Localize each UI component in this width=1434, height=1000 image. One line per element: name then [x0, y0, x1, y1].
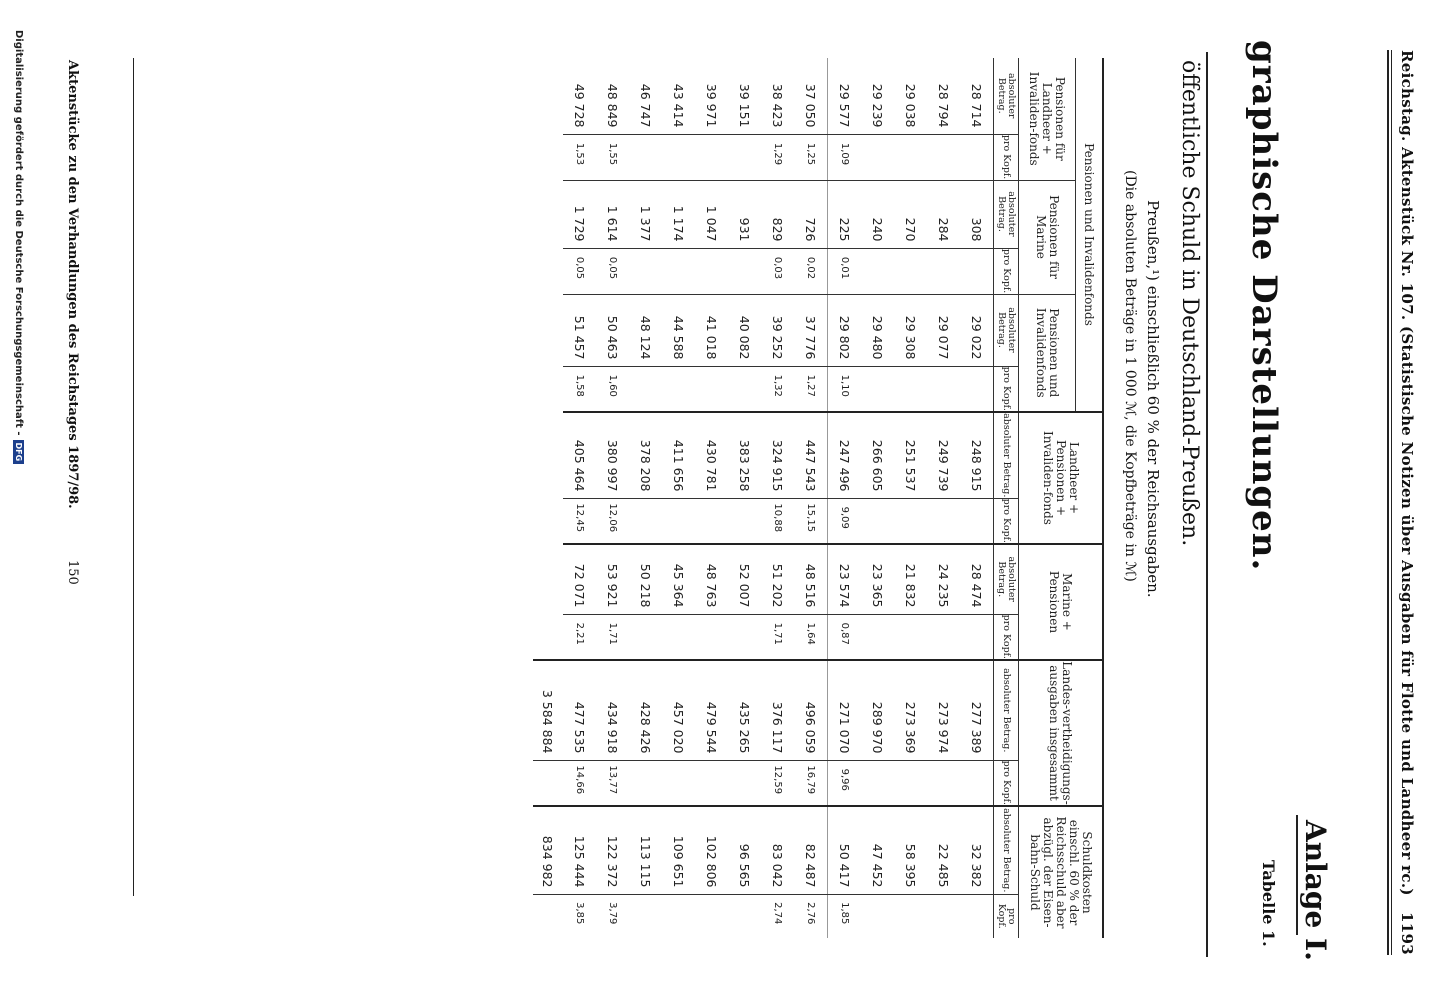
absolute-value-cell: 48 763 [695, 544, 728, 614]
sub-abs-7: absoluter Betrag. [994, 806, 1019, 894]
absolute-value-cell: 411 656 [662, 412, 695, 498]
absolute-value-cell: 240 [861, 180, 894, 248]
pro-kopf-cell: 1,58 [563, 366, 596, 412]
absolute-value-cell: 58 395 [894, 806, 927, 894]
table-tail [473, 58, 533, 938]
sub-pk-1: pro Kopf. [994, 134, 1019, 180]
absolute-value-cell: 1 614 [596, 180, 629, 248]
totals-spacer [533, 58, 563, 660]
pro-kopf-cell [894, 248, 927, 294]
pro-kopf-cell [927, 614, 960, 660]
footer: Aktenstücke zu den Verhandlungen des Reichstages 1897/98. [65, 60, 80, 509]
absolute-value-cell: 378 208 [629, 412, 662, 498]
absolute-value-cell: 273 974 [927, 660, 960, 760]
table-row [927, 58, 960, 938]
absolute-value-cell: 29 038 [903, 83, 918, 128]
pro-kopf-cell [960, 614, 994, 660]
pro-kopf-cell [927, 248, 960, 294]
absolute-value-cell: 271 070 [828, 660, 862, 760]
pro-kopf-cell [894, 614, 927, 660]
absolute-value-cell: 39 252 [761, 294, 794, 366]
table-row [794, 58, 828, 938]
absolute-value-cell: 37 050 [803, 83, 818, 128]
pro-kopf-cell: 1,55 [596, 134, 629, 180]
absolute-value-cell: 270 [894, 180, 927, 248]
pro-kopf-cell: 0,02 [794, 248, 828, 294]
col-pens-landheer-header: Pensionen für Landheer + Invaliden-fonds [1027, 71, 1068, 166]
absolute-value-cell: 82 487 [794, 806, 828, 894]
total-landes-pk [533, 760, 563, 806]
pro-kopf-cell: 1,64 [794, 614, 828, 660]
pro-kopf-cell: 16,79 [794, 760, 828, 806]
absolute-value-cell: 249 739 [927, 412, 960, 498]
absolute-value-cell: 726 [794, 180, 828, 248]
absolute-value-cell: 29 480 [861, 294, 894, 366]
absolute-value-cell: 289 970 [861, 660, 894, 760]
absolute-value-cell: 21 832 [894, 544, 927, 614]
pro-kopf-cell [695, 366, 728, 412]
pro-kopf-cell [894, 760, 927, 806]
pro-kopf-cell: 1,53 [563, 134, 596, 180]
absolute-value-cell: 447 543 [794, 412, 828, 498]
dfg-logo: DFG [13, 440, 24, 465]
pro-kopf-cell [861, 248, 894, 294]
pro-kopf-cell [861, 498, 894, 544]
total-schuld: 834 982 [533, 806, 563, 894]
absolute-value-cell: 28 714 [969, 83, 984, 128]
table-row [894, 58, 927, 938]
pro-kopf-cell: 1,60 [596, 366, 629, 412]
pro-kopf-cell: 1,10 [828, 366, 862, 412]
table-row [563, 58, 596, 938]
absolute-value-cell: 43 414 [671, 83, 686, 128]
absolute-value-cell: 457 020 [662, 660, 695, 760]
pro-kopf-cell [960, 760, 994, 806]
absolute-value-cell: 1 377 [629, 180, 662, 248]
pro-kopf-cell [695, 760, 728, 806]
pro-kopf-cell [629, 894, 662, 938]
statistics-table [473, 58, 1104, 938]
sub-pk-6: pro Kopf. [994, 760, 1019, 806]
absolute-value-cell: 29 022 [960, 294, 994, 366]
pro-kopf-cell: 2,74 [761, 894, 794, 938]
pro-kopf-cell [728, 498, 761, 544]
pro-kopf-cell [894, 134, 927, 180]
digitization-note [13, 30, 24, 464]
absolute-value-cell: 1 047 [695, 180, 728, 248]
pro-kopf-cell: 12,45 [563, 498, 596, 544]
pro-kopf-cell [894, 894, 927, 938]
absolute-value-cell: 41 018 [695, 294, 728, 366]
absolute-value-cell: 405 464 [563, 412, 596, 498]
sub-pk-4: pro Kopf. [994, 498, 1019, 544]
pro-kopf-cell [960, 498, 994, 544]
pro-kopf-cell: 0,03 [761, 248, 794, 294]
absolute-value-cell: 49 728 [572, 83, 587, 128]
absolute-value-cell: 277 389 [960, 660, 994, 760]
absolute-value-cell: 829 [761, 180, 794, 248]
total-schuld-pk [533, 894, 563, 938]
col-landes-header: Landes-vertheidigungs-ausgaben insgesammt [1019, 660, 1104, 806]
pro-kopf-cell: 0,01 [828, 248, 862, 294]
pro-kopf-cell [927, 760, 960, 806]
pro-kopf-cell: 13,77 [596, 760, 629, 806]
absolute-value-cell: 380 997 [596, 412, 629, 498]
absolute-value-cell: 39 151 [737, 83, 752, 128]
absolute-value-cell: 125 444 [563, 806, 596, 894]
digitization-text: Digitalisierung gefördert durch die Deutsche Forschungsgemeinschaft - [13, 30, 24, 436]
pro-kopf-cell: 9,09 [828, 498, 862, 544]
col-landheer-header: Landheer + Pensionen + Invaliden-fonds [1019, 412, 1104, 544]
table-row [761, 58, 794, 938]
group-pensionen-header: Pensionen und Invalidenfonds [1076, 58, 1104, 412]
absolute-value-cell: 96 565 [728, 806, 761, 894]
pro-kopf-cell [728, 614, 761, 660]
pro-kopf-cell [861, 134, 894, 180]
absolute-value-cell: 477 535 [563, 660, 596, 760]
absolute-value-cell: 266 605 [861, 412, 894, 498]
pro-kopf-cell: 1,09 [828, 134, 862, 180]
sub-abs-4: absoluter Betrag. [994, 412, 1019, 498]
preussen-line: Preußen,¹) einschließlich 60 % der Reichsausgaben. [1144, 200, 1162, 598]
absolute-value-cell: 479 544 [695, 660, 728, 760]
table-row [828, 58, 862, 938]
absolute-value-cell: 28 474 [960, 544, 994, 614]
table-row [695, 58, 728, 938]
sub-pk-2: pro Kopf. [994, 248, 1019, 294]
pro-kopf-cell: 15,15 [794, 498, 828, 544]
table-row [662, 58, 695, 938]
absolute-value-cell: 83 042 [761, 806, 794, 894]
pro-kopf-cell [662, 760, 695, 806]
absolute-value-cell: 48 516 [794, 544, 828, 614]
absolute-value-cell: 38 423 [770, 83, 785, 128]
table-row [596, 58, 629, 938]
pro-kopf-cell: 10,88 [761, 498, 794, 544]
absolute-value-cell: 273 369 [894, 660, 927, 760]
pro-kopf-cell: 1,25 [794, 134, 828, 180]
absolute-value-cell: 29 802 [828, 294, 862, 366]
absolute-value-cell: 48 124 [629, 294, 662, 366]
running-head-text: Reichstag. Aktenstück Nr. 107. (Statistische Notizen über Ausgaben für Flotte und Landheer rc.) [1398, 50, 1416, 896]
pro-kopf-cell [927, 894, 960, 938]
absolute-value-cell: 284 [927, 180, 960, 248]
absolute-value-cell: 1 729 [563, 180, 596, 248]
absolute-value-cell: 434 918 [596, 660, 629, 760]
anlage-rule [1296, 815, 1298, 935]
col-pens-inval-header: Pensionen und Invalidenfonds [1019, 294, 1076, 412]
absolute-value-cell: 496 059 [794, 660, 828, 760]
tabelle-label: Tabelle 1. [1259, 860, 1278, 947]
pro-kopf-cell [960, 366, 994, 412]
pro-kopf-cell [629, 134, 662, 180]
pro-kopf-cell: 3,79 [596, 894, 629, 938]
absolute-value-cell: 931 [728, 180, 761, 248]
absolute-value-cell: 308 [960, 180, 994, 248]
pro-kopf-cell [927, 134, 960, 180]
pro-kopf-cell [629, 498, 662, 544]
pro-kopf-cell [629, 760, 662, 806]
col-marine-header: Marine + Pensionen [1019, 544, 1104, 660]
absolute-value-cell: 45 364 [662, 544, 695, 614]
pro-kopf-cell [861, 366, 894, 412]
pro-kopf-cell [894, 366, 927, 412]
page-title: graphische Darstellungen. [1244, 40, 1284, 572]
table-row [861, 58, 894, 938]
absolute-value-cell: 22 485 [927, 806, 960, 894]
absolute-value-cell: 29 308 [894, 294, 927, 366]
absolute-value-cell: 53 921 [596, 544, 629, 614]
absolute-value-cell: 383 258 [728, 412, 761, 498]
table-row [960, 58, 994, 938]
pro-kopf-cell [695, 894, 728, 938]
pro-kopf-cell [695, 248, 728, 294]
pro-kopf-cell [662, 366, 695, 412]
absolute-value-cell: 23 574 [828, 544, 862, 614]
absolute-value-cell: 52 007 [728, 544, 761, 614]
sub-abs-5: absoluter Betrag. [994, 544, 1019, 614]
absolute-value-cell: 32 382 [960, 806, 994, 894]
absolute-value-cell: 435 265 [728, 660, 761, 760]
sub-abs-1: absoluter Betrag. [996, 73, 1017, 119]
absolute-value-cell: 51 202 [761, 544, 794, 614]
pro-kopf-cell [728, 894, 761, 938]
pro-kopf-cell: 1,71 [596, 614, 629, 660]
absolute-value-cell: 247 496 [828, 412, 862, 498]
pro-kopf-cell: 0,87 [828, 614, 862, 660]
absolute-value-cell: 28 794 [936, 83, 951, 128]
pro-kopf-cell [728, 248, 761, 294]
pro-kopf-cell [927, 366, 960, 412]
col-pens-marine-header: Pensionen für Marine [1019, 180, 1076, 294]
pro-kopf-cell: 1,71 [761, 614, 794, 660]
col-schuld-header: Schuldkosten einschl. 60 % der Reichsschuld aber abzügl. der Eisen-bahn-Schuld [1019, 806, 1104, 938]
absolute-value-cell: 113 115 [629, 806, 662, 894]
absolute-value-cell: 251 537 [894, 412, 927, 498]
total-landes: 3 584 884 [533, 660, 563, 760]
absolute-value-cell: 29 077 [927, 294, 960, 366]
pro-kopf-cell: 1,85 [828, 894, 862, 938]
absolute-value-cell: 50 417 [828, 806, 862, 894]
absolute-value-cell: 109 651 [662, 806, 695, 894]
absolute-value-cell: 48 849 [605, 83, 620, 128]
bottom-page-number: 150 [65, 560, 80, 585]
table-row [728, 58, 761, 938]
absolute-value-cell: 24 235 [927, 544, 960, 614]
pro-kopf-cell [960, 134, 994, 180]
sub-abs-6: absoluter Betrag. [994, 660, 1019, 760]
sub-abs-3: absoluter Betrag. [994, 294, 1019, 366]
pro-kopf-cell: 3,85 [563, 894, 596, 938]
absolute-value-cell: 1 174 [662, 180, 695, 248]
pro-kopf-cell: 0,05 [563, 248, 596, 294]
pro-kopf-cell [629, 248, 662, 294]
sub-pk-3: pro Kopf. [994, 366, 1019, 412]
anlage-label: Anlage I. [1299, 820, 1332, 961]
absolute-value-cell: 122 372 [596, 806, 629, 894]
pro-kopf-cell [960, 894, 994, 938]
pro-kopf-cell: 12,59 [761, 760, 794, 806]
pro-kopf-cell: 2,76 [794, 894, 828, 938]
absolute-value-cell: 376 117 [761, 660, 794, 760]
pro-kopf-cell: 12,06 [596, 498, 629, 544]
absolute-value-cell: 51 457 [563, 294, 596, 366]
absolute-value-cell: 72 071 [563, 544, 596, 614]
sub-pk-5: pro Kopf. [994, 614, 1019, 660]
absolute-value-cell: 23 365 [861, 544, 894, 614]
absolute-value-cell: 225 [828, 180, 862, 248]
absolute-value-cell: 324 915 [761, 412, 794, 498]
absolute-value-cell: 46 747 [638, 83, 653, 128]
absolute-value-cell: 40 082 [728, 294, 761, 366]
pro-kopf-cell [728, 760, 761, 806]
absolute-value-cell: 29 239 [870, 83, 885, 128]
absolute-value-cell: 39 971 [704, 83, 719, 128]
pro-kopf-cell [728, 366, 761, 412]
absolute-value-cell: 47 452 [861, 806, 894, 894]
pro-kopf-cell [695, 614, 728, 660]
pro-kopf-cell [894, 498, 927, 544]
absolute-value-cell: 37 776 [794, 294, 828, 366]
absolute-value-cell: 50 218 [629, 544, 662, 614]
pro-kopf-cell [662, 134, 695, 180]
pro-kopf-cell [927, 498, 960, 544]
table-bottom-rule [133, 58, 134, 896]
pro-kopf-cell [662, 498, 695, 544]
absolute-value-cell: 430 781 [695, 412, 728, 498]
head-rule-thick [1387, 50, 1389, 955]
pro-kopf-cell [861, 894, 894, 938]
table-row [629, 58, 662, 938]
pro-kopf-cell [662, 894, 695, 938]
pro-kopf-cell [695, 134, 728, 180]
pro-kopf-cell [960, 248, 994, 294]
pro-kopf-cell [662, 248, 695, 294]
absolute-value-cell: 102 806 [695, 806, 728, 894]
pro-kopf-cell: 1,29 [761, 134, 794, 180]
table-subtitle: öffentliche Schuld in Deutschland-Preußen. [1177, 60, 1202, 547]
pro-kopf-cell [861, 760, 894, 806]
sub-pk-7: pro Kopf. [994, 894, 1019, 938]
pro-kopf-cell: 1,32 [761, 366, 794, 412]
pro-kopf-cell [861, 614, 894, 660]
head-rule [1391, 50, 1392, 955]
page-number: 1193 [1398, 912, 1416, 955]
pro-kopf-cell [695, 498, 728, 544]
sub-abs-2: absoluter Betrag. [994, 180, 1019, 248]
absolute-value-cell: 248 915 [960, 412, 994, 498]
pro-kopf-cell [662, 614, 695, 660]
pro-kopf-cell: 9,96 [828, 760, 862, 806]
pro-kopf-cell [629, 366, 662, 412]
units-note: (Die absoluten Beträge in 1 000 ℳ, die Kopfbeträge in ℳ) [1122, 170, 1138, 582]
pro-kopf-cell [728, 134, 761, 180]
pro-kopf-cell: 0,05 [596, 248, 629, 294]
pro-kopf-cell: 14,66 [563, 760, 596, 806]
absolute-value-cell: 428 426 [629, 660, 662, 760]
pro-kopf-cell [629, 614, 662, 660]
running-head [1398, 50, 1416, 955]
absolute-value-cell: 29 577 [837, 83, 852, 128]
absolute-value-cell: 50 463 [596, 294, 629, 366]
pro-kopf-cell: 1,27 [794, 366, 828, 412]
subtitle-rule [1206, 52, 1208, 957]
pro-kopf-cell: 2,21 [563, 614, 596, 660]
absolute-value-cell: 44 588 [662, 294, 695, 366]
